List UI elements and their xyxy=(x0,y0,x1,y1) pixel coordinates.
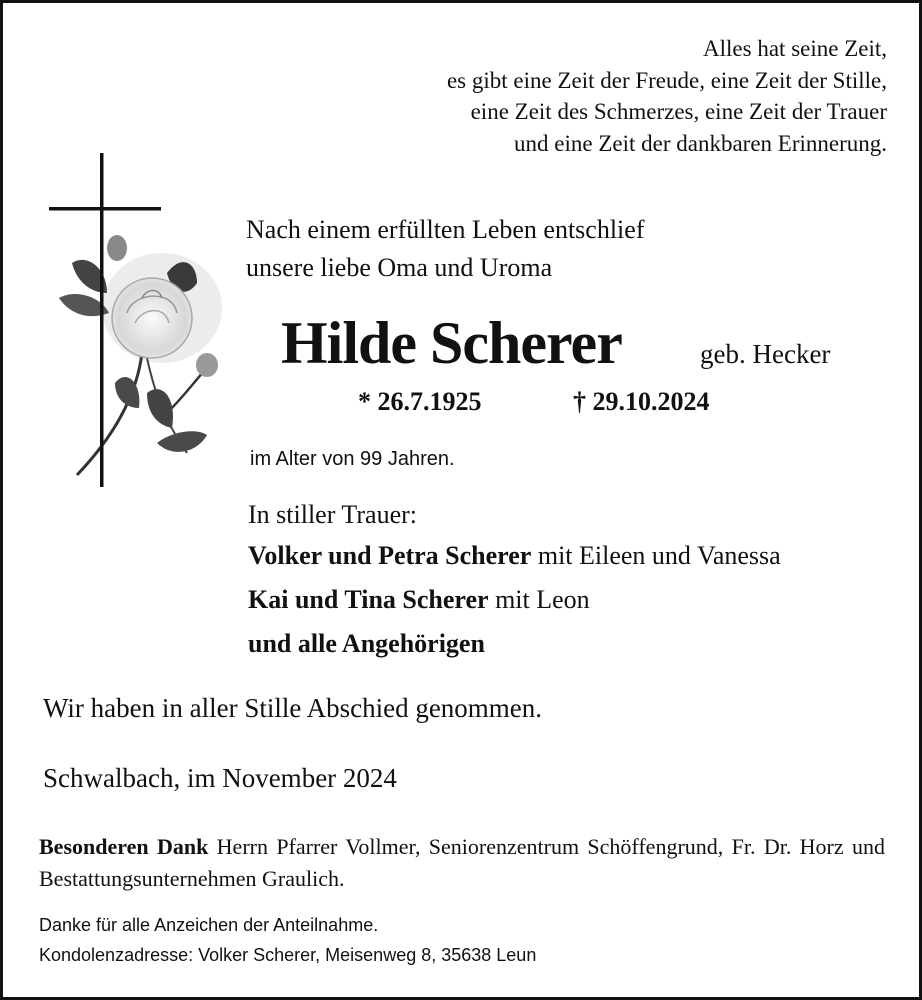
cross-with-rose-icon xyxy=(47,153,227,493)
mourner-row xyxy=(248,541,781,571)
birth-date: * 26.7.1925 xyxy=(358,387,482,416)
deceased-name: Hilde Scherer xyxy=(281,310,622,376)
poem-line: eine Zeit des Schmerzes, eine Zeit der Trauer xyxy=(470,99,887,124)
intro-line: Nach einem erfüllten Leben entschlief xyxy=(246,215,645,244)
place-date: Schwalbach, im November 2024 xyxy=(43,763,397,793)
thanks-heading: Besonderen Dank xyxy=(39,834,209,859)
condolence-address: Kondolenzadresse: Volker Scherer, Meisenweg 8, 35638 Leun xyxy=(39,945,537,965)
thanks-paragraph xyxy=(39,831,885,895)
mourner-children: mit Eileen und Vanessa xyxy=(531,541,781,570)
thanks-text: Herrn Pfarrer Vollmer, Seniorenzentrum Schöffengrund, Fr. Dr. Horz und Bestattungsunternehmen Graulich. xyxy=(39,834,885,891)
intro-text xyxy=(246,211,846,287)
death-date: † 29.10.2024 xyxy=(573,387,710,416)
farewell-text: Wir haben in aller Stille Abschied genommen. xyxy=(43,693,543,723)
poem-line: Alles hat seine Zeit, xyxy=(703,36,887,61)
intro-line: unsere liebe Oma und Uroma xyxy=(246,253,553,282)
footer-thanks: Danke für alle Anzeichen der Anteilnahme. xyxy=(39,915,379,935)
poem-line: es gibt eine Zeit der Freude, eine Zeit der Stille, xyxy=(446,67,887,93)
mourner-names: Kai und Tina Scherer xyxy=(248,585,489,614)
mourner-names: Volker und Petra Scherer xyxy=(248,541,532,570)
mourner-row xyxy=(248,585,590,615)
age-text: im Alter von 99 Jahren. xyxy=(250,448,455,470)
mourner-children: mit Leon xyxy=(488,585,590,614)
maiden-name: geb. Hecker xyxy=(700,339,831,369)
mourner-row xyxy=(248,629,485,659)
poem-line: und eine Zeit der dankbaren Erinnerung. xyxy=(514,130,887,156)
poem xyxy=(447,33,887,159)
mourner-names: und alle Angehörigen xyxy=(248,629,485,658)
mourners-heading: In stiller Trauer: xyxy=(248,500,417,529)
